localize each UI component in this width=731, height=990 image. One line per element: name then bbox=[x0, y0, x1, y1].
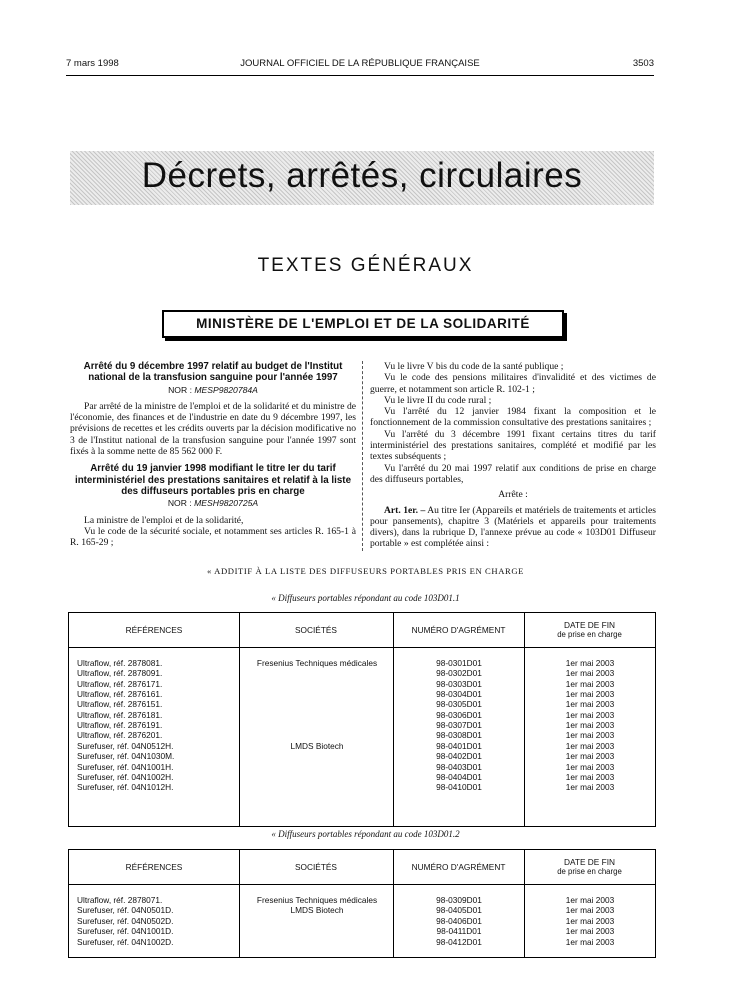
vu-arrete-1984: Vu l'arrêté du 12 janvier 1984 fixant la composition et le fonctionnement de la commission consultative des prestations sanitaires ; bbox=[370, 406, 656, 429]
vu-arrete-1991: Vu l'arrêté du 3 décembre 1991 fixant certains titres du tarif interministériel des prestations sanitaires, complété et modifié par les textes subséquents ; bbox=[370, 428, 656, 463]
header-references: RÉFÉRENCES bbox=[125, 862, 183, 872]
header-date-fin-sub: de prise en charge bbox=[557, 867, 622, 876]
arrete-label: Arrête : bbox=[498, 489, 528, 501]
arrete2-minister: La ministre de l'emploi et de la solidarité, bbox=[84, 514, 244, 526]
header-page-number: 3503 bbox=[632, 58, 654, 69]
cell-reference: Ultraflow, réf. 2878091. bbox=[77, 668, 163, 679]
cell-numero-agrement: 98-0412D01 bbox=[436, 936, 482, 947]
cell-numero-agrement: 98-0404D01 bbox=[436, 771, 482, 782]
cell-date-fin: 1er mai 2003 bbox=[565, 658, 615, 668]
cell-numero-agrement: 98-0304D01 bbox=[436, 689, 482, 700]
cell-reference: Surefuser, réf. 04N1002D. bbox=[77, 936, 174, 947]
cell-reference: Surefuser, réf. 04N1012H. bbox=[77, 782, 174, 793]
cell-date-fin: 1er mai 2003 bbox=[565, 751, 615, 762]
header-date-fin: DATE DE FIN bbox=[563, 857, 615, 867]
header-numero: NUMÉRO D'AGRÉMENT bbox=[411, 625, 506, 635]
cell-numero-agrement: 98-0401D01 bbox=[436, 740, 482, 751]
cell-numero-agrement: 98-0410D01 bbox=[436, 782, 482, 793]
cell-date-fin: 1er mai 2003 bbox=[565, 926, 615, 937]
cell-date-fin: 1er mai 2003 bbox=[565, 730, 615, 741]
cell-numero-agrement: 98-0307D01 bbox=[436, 720, 482, 731]
col-separator bbox=[239, 613, 240, 826]
arrete2-title: Arrêté du 19 janvier 1998 modifiant le titre Ier du tarif interministériel des prestations sanitaires et relatif à la liste des diffuseurs portables pris en charge bbox=[74, 463, 352, 497]
cell-date-fin: 1er mai 2003 bbox=[565, 720, 615, 731]
header-journal-title: JOURNAL OFFICIEL DE LA RÉPUBLIQUE FRANÇAISE bbox=[240, 58, 480, 69]
cell-date-fin: 1er mai 2003 bbox=[565, 709, 615, 720]
additif-heading: « ADDITIF À LA LISTE DES DIFFUSEURS PORTABLES PRIS EN CHARGE bbox=[207, 566, 524, 576]
table-103D01-2 bbox=[68, 849, 656, 958]
header-societes: SOCIÉTÉS bbox=[295, 862, 337, 872]
article-1-body: Au titre Ier (Appareils et matériels de traitements et articles pour pansements), chapitre 3 (Matériels et appareils pour traitements divers), dans la rubrique D, l'annexe prévue au code « 103D01 Diffuseur portable » est complétée ainsi : bbox=[370, 504, 656, 550]
cell-numero-agrement: 98-0306D01 bbox=[436, 709, 482, 720]
arrete1-title: Arrêté du 9 décembre 1997 relatif au budget de l'Institut national de la transfusion sanguine pour l'année 1997 bbox=[83, 361, 343, 384]
cell-date-fin: 1er mai 2003 bbox=[565, 782, 615, 793]
left-column bbox=[70, 361, 356, 548]
cell-numero-agrement: 98-0309D01 bbox=[436, 895, 482, 905]
arrete2-nor: NOR : MESH9820725A bbox=[167, 498, 259, 509]
cell-date-fin: 1er mai 2003 bbox=[565, 771, 615, 782]
cell-numero-agrement: 98-0303D01 bbox=[436, 678, 482, 689]
page-header bbox=[66, 58, 654, 72]
cell-numero-agrement: 98-0308D01 bbox=[436, 730, 482, 741]
header-societes: SOCIÉTÉS bbox=[295, 625, 337, 635]
cell-reference: Surefuser, réf. 04N0502D. bbox=[77, 915, 174, 926]
arrete2-vu-securite-sociale: Vu le code de la sécurité sociale, et notamment ses articles R. 165-1 à R. 165-29 ; bbox=[70, 525, 356, 549]
section-title: TEXTES GÉNÉRAUX bbox=[257, 255, 474, 276]
cell-numero-agrement: 98-0302D01 bbox=[436, 668, 482, 679]
cell-societe: LMDS Biotech bbox=[290, 905, 344, 916]
cell-numero-agrement: 98-0411D01 bbox=[436, 926, 482, 937]
cell-numero-agrement: 98-0301D01 bbox=[436, 658, 482, 668]
cell-reference: Surefuser, réf. 04N1001D. bbox=[77, 926, 174, 937]
table-103D01-1 bbox=[68, 612, 656, 827]
article-1 bbox=[370, 505, 656, 550]
vu-sante-publique: Vu le livre V bis du code de la santé publique ; bbox=[384, 361, 564, 372]
cell-date-fin: 1er mai 2003 bbox=[565, 915, 615, 926]
header-rule bbox=[66, 75, 654, 76]
cell-reference: Ultraflow, réf. 2876161. bbox=[77, 689, 163, 700]
arrete1-body: Par arrêté de la ministre de l'emploi et de la solidarité et du ministre de l'économie, des finances et de l'industrie en date du 9 décembre 1997, les prévisions de recettes et les crédits ouverts par la décision modificative no 3 de l'Institut national de la transfusion sanguine pour l'année 1997 sont fixés à la somme nette de 85 562 000 F. bbox=[70, 400, 356, 458]
cell-date-fin: 1er mai 2003 bbox=[565, 689, 615, 700]
section-banner bbox=[70, 151, 654, 205]
right-column bbox=[370, 361, 656, 550]
vu-code-rural: Vu le livre II du code rural ; bbox=[384, 394, 492, 406]
cell-reference: Surefuser, réf. 04N1001H. bbox=[77, 761, 174, 772]
vu-arrete-1997: Vu l'arrêté du 20 mai 1997 relatif aux conditions de prise en charge des diffuseurs portables, bbox=[370, 462, 656, 485]
col-separator bbox=[524, 613, 525, 826]
cell-date-fin: 1er mai 2003 bbox=[565, 699, 615, 710]
column-divider bbox=[362, 361, 363, 551]
ministry-box: MINISTÈRE DE L'EMPLOI ET DE LA SOLIDARITÉ bbox=[162, 310, 564, 338]
header-date: 7 mars 1998 bbox=[66, 58, 119, 69]
cell-numero-agrement: 98-0403D01 bbox=[436, 761, 482, 772]
header-numero: NUMÉRO D'AGRÉMENT bbox=[411, 862, 506, 872]
article-1-label: Art. 1er. – bbox=[384, 504, 426, 516]
cell-reference: Ultraflow, réf. 2876191. bbox=[77, 720, 163, 731]
header-date-fin: DATE DE FIN bbox=[563, 620, 615, 630]
cell-reference: Ultraflow, réf. 2876201. bbox=[77, 730, 163, 741]
cell-reference: Surefuser, réf. 04N1002H. bbox=[77, 771, 174, 782]
cell-date-fin: 1er mai 2003 bbox=[565, 740, 615, 751]
cell-numero-agrement: 98-0305D01 bbox=[436, 699, 482, 710]
cell-numero-agrement: 98-0402D01 bbox=[436, 751, 482, 762]
cell-numero-agrement: 98-0405D01 bbox=[436, 905, 482, 916]
cell-reference: Ultraflow, réf. 2876151. bbox=[77, 699, 163, 710]
arrete1-nor: NOR : MESP9820784A bbox=[168, 384, 258, 395]
cell-reference: Ultraflow, réf. 2876171. bbox=[77, 678, 163, 689]
header-references: RÉFÉRENCES bbox=[125, 625, 183, 635]
cell-societe: Fresenius Techniques médicales bbox=[256, 658, 378, 668]
cell-reference: Ultraflow, réf. 2876181. bbox=[77, 709, 163, 720]
cell-reference: Ultraflow, réf. 2878071. bbox=[77, 895, 163, 905]
cell-date-fin: 1er mai 2003 bbox=[565, 905, 615, 916]
header-date-fin-sub: de prise en charge bbox=[557, 630, 622, 639]
cell-reference: Surefuser, réf. 04N0501D. bbox=[77, 905, 174, 916]
cell-reference: Surefuser, réf. 04N1030M. bbox=[77, 751, 175, 762]
cell-date-fin: 1er mai 2003 bbox=[565, 936, 615, 947]
cell-date-fin: 1er mai 2003 bbox=[565, 668, 615, 679]
cell-societe: LMDS Biotech bbox=[290, 740, 344, 751]
banner-title: Décrets, arrêtés, circulaires bbox=[141, 156, 583, 195]
cell-reference: Surefuser, réf. 04N0512H. bbox=[77, 740, 174, 751]
table1-caption: « Diffuseurs portables répondant au code 103D01.1 bbox=[271, 593, 460, 603]
cell-date-fin: 1er mai 2003 bbox=[565, 678, 615, 689]
cell-reference: Ultraflow, réf. 2878081. bbox=[77, 658, 163, 668]
vu-pensions-militaires: Vu le code des pensions militaires d'invalidité et des victimes de guerre, et notamment son article R. 102-1 ; bbox=[370, 372, 656, 395]
table2-caption: « Diffuseurs portables répondant au code 103D01.2 bbox=[271, 829, 460, 839]
cell-date-fin: 1er mai 2003 bbox=[565, 761, 615, 772]
cell-date-fin: 1er mai 2003 bbox=[565, 895, 615, 905]
cell-numero-agrement: 98-0406D01 bbox=[436, 915, 482, 926]
cell-societe: Fresenius Techniques médicales bbox=[256, 895, 378, 905]
